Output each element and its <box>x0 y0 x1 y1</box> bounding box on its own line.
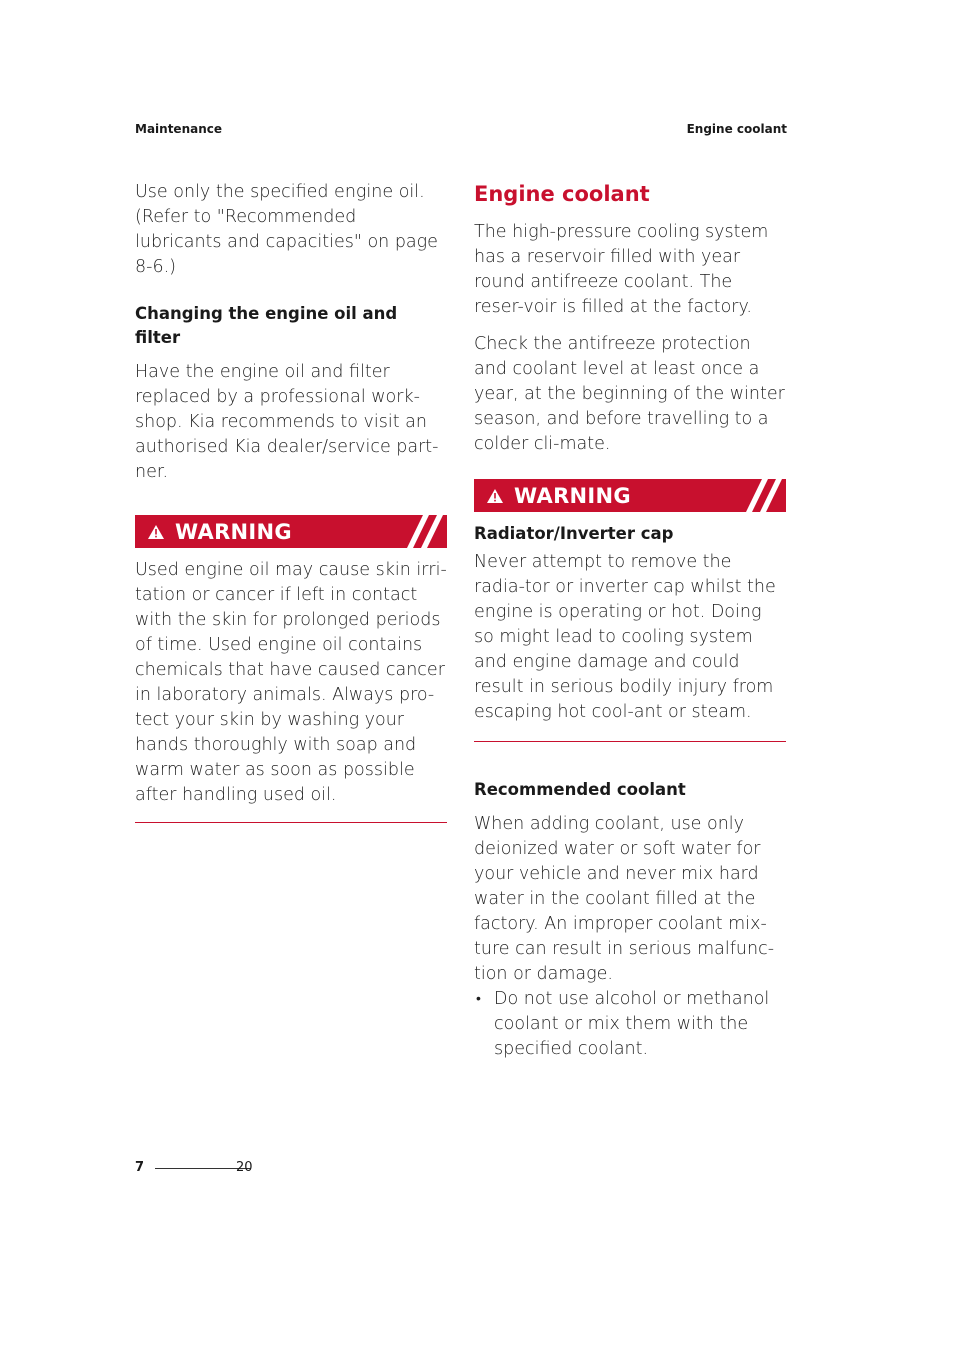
list-item: • Do not use alcohol or methanol coolant or mix them with the specified coolant. <box>474 987 786 1062</box>
intro-paragraph: Use only the specified engine oil. (Refer to "Recommended lubricants and capacities" on page 8-6.) <box>135 182 438 277</box>
warning-triangle-icon <box>147 524 165 540</box>
section-title: Engine coolant <box>474 182 650 206</box>
warning-end-rule <box>135 822 447 823</box>
warning-label: WARNING <box>175 519 292 544</box>
left-column <box>135 180 447 823</box>
right-column <box>474 180 786 1062</box>
warning-end-rule <box>474 741 786 742</box>
diagonal-stripes-icon <box>399 515 447 548</box>
page-number: 20 <box>236 1160 253 1175</box>
header-chapter-title: Maintenance <box>135 122 223 136</box>
header-section-title: Engine coolant <box>686 122 787 136</box>
coolant-paragraph-1: The high-pressure cooling system has a reservoir filled with year round antifreeze coolant. The reser-voir is filled at the factory. <box>474 222 769 317</box>
warning-paragraph: Never attempt to remove the radia-tor or inverter cap whilst the engine is operating or hot. Doing so might lead to cooling system and engine damage and could result in serious bodily injury from escaping hot cool-ant or steam. <box>474 552 776 722</box>
warning-triangle-icon <box>486 488 504 504</box>
changing-oil-heading: Changing the engine oil and filter <box>135 304 398 347</box>
changing-oil-paragraph: Have the engine oil and filter replaced by a professional work-shop. Kia recommends to visit an authorised Kia dealer/service part-ner. <box>135 362 439 482</box>
diagonal-stripes-icon <box>738 479 786 512</box>
warning-heading: Radiator/Inverter cap <box>474 524 674 543</box>
warning-label: WARNING <box>514 483 631 508</box>
warning-banner <box>474 479 786 512</box>
recommended-coolant-heading: Recommended coolant <box>474 780 686 799</box>
chapter-number: 7 <box>135 1160 145 1175</box>
recommended-coolant-paragraph: When adding coolant, use only deionized water or soft water for your vehicle and never mix hard water in the coolant filled at the factory. An improper coolant mix-ture can result in serious malfunc-tion or damage. <box>474 814 775 984</box>
coolant-paragraph-2: Check the antifreeze protection and coolant level at least once a year, at the beginning of the winter season, and before travelling to a colder cli-mate. <box>474 334 785 454</box>
page-footer <box>135 1160 255 1180</box>
coolant-bullet-list <box>474 987 786 1062</box>
warning-banner <box>135 515 447 548</box>
warning-paragraph: Used engine oil may cause skin irri-tation or cancer if left in contact with the skin for prolonged periods of time. Used engine oil contains chemicals that have caused cancer in laboratory animals. Always pro-tect your skin by washing your hands thoroughly with soap and warm water as soon as possible after handling used oil. <box>135 560 447 805</box>
